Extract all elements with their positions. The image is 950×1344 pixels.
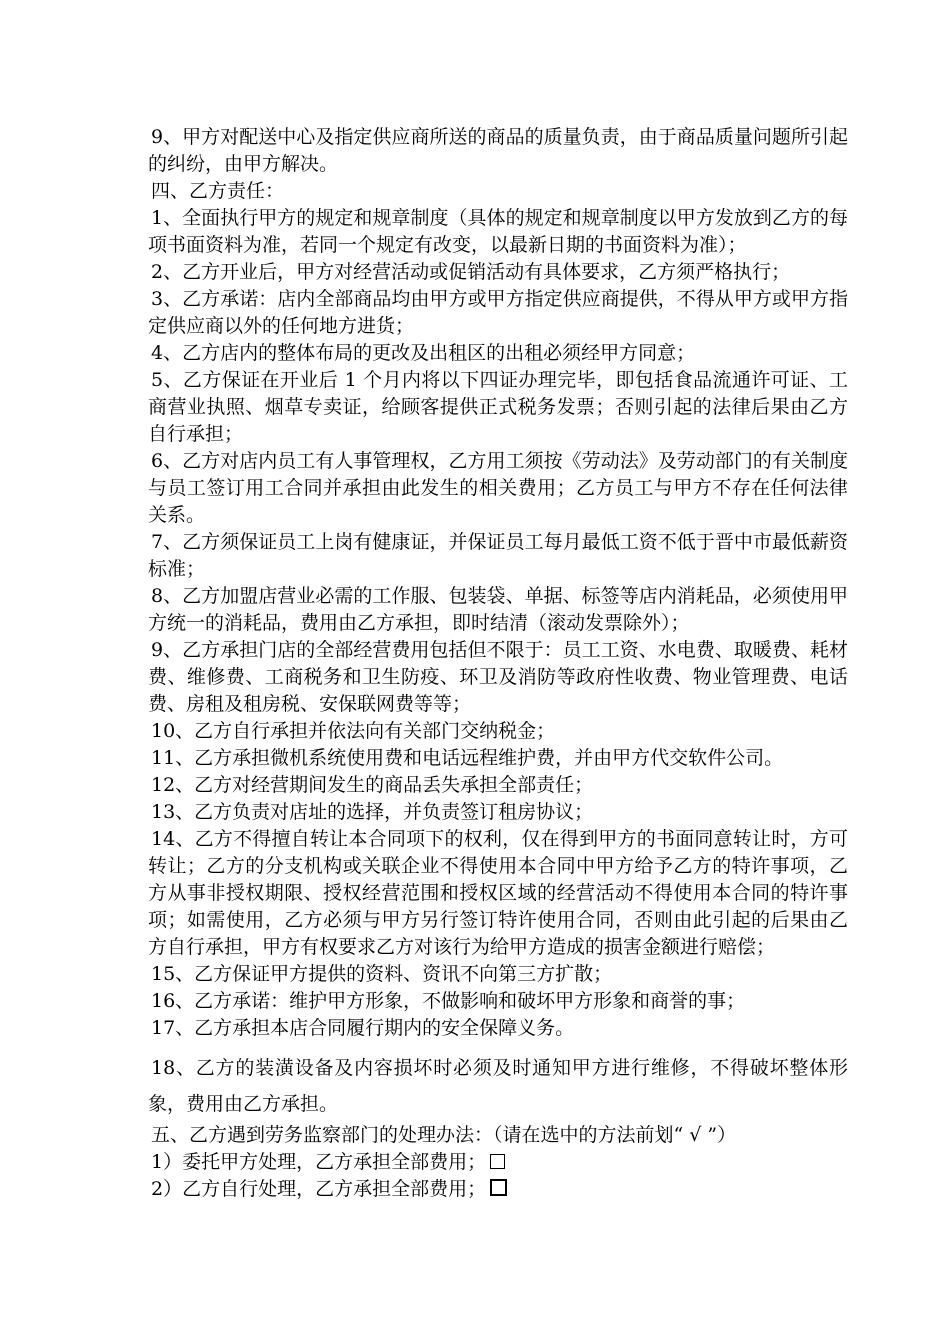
paragraph-quality-responsibility: 9、甲方对配送中心及指定供应商所送的商品的质量负责，由于商品质量问题所引起的纠纷，由甲方解决。 [148, 126, 848, 175]
option-2-label: 2）乙方自行处理，乙方承担全部费用； [151, 1178, 487, 1200]
clause-17: 17、乙方承担本店合同履行期内的安全保障义务。 [151, 1017, 575, 1039]
clause-11: 11、乙方承担微机系统使用费和电话远程维护费，并由甲方代交软件公司。 [151, 747, 784, 769]
clause-7: 7、乙方须保证员工上岗有健康证，并保证员工每月最低工资不低于晋中市最低薪资标准； [148, 531, 848, 580]
option-1-label: 1）委托甲方处理，乙方承担全部费用； [151, 1151, 487, 1173]
option-2-checkbox[interactable] [490, 1179, 507, 1196]
clause-8: 8、乙方加盟店营业必需的工作服、包装袋、单据、标签等店内消耗品，必须使用甲方统一的消耗品，费用由乙方承担，即时结清（滚动发票除外）； [148, 585, 848, 634]
clause-18: 18、乙方的装潢设备及内容损坏时必须及时通知甲方进行维修，不得破坏整体形象，费用由乙方承担。 [148, 1057, 848, 1115]
clause-3: 3、乙方承诺：店内全部商品均由甲方或甲方指定供应商提供，不得从甲方或甲方指定供应商以外的任何地方进货； [148, 288, 848, 337]
clause-2: 2、乙方开业后，甲方对经营活动或促销活动有具体要求，乙方须严格执行； [151, 261, 791, 283]
section-heading-labor-inspection: 五、乙方遇到劳务监察部门的处理办法：（请在选中的方法前划“ √ ”） [151, 1124, 737, 1146]
clause-6: 6、乙方对店内员工有人事管理权，乙方用工须按《劳动法》及劳动部门的有关制度与员工签订用工合同并承担由此发生的相关费用；乙方员工与甲方不存在任何法律关系。 [148, 450, 848, 526]
clause-15: 15、乙方保证甲方提供的资料、资讯不向第三方扩散； [151, 963, 613, 985]
clause-16: 16、乙方承诺：维护甲方形象，不做影响和破坏甲方形象和商誉的事； [151, 990, 746, 1012]
option-1-row [148, 1149, 848, 1176]
option-1-checkbox[interactable] [490, 1154, 505, 1169]
clause-13: 13、乙方负责对店址的选择，并负责签订租房协议； [151, 801, 594, 823]
contract-page [148, 124, 848, 1203]
clause-14: 14、乙方不得擅自转让本合同项下的权利，仅在得到甲方的书面同意转让时，方可转让；乙方的分支机构或关联企业不得使用本合同中甲方给予乙方的特许事项，乙方从事非授权期限、授权经营范围和授权区域的经营活动不得使用本合同的特许事项；如需使用，乙方必须与甲方另行签订特许使用合同，否则由此引起的后果由乙方自行承担，甲方有权要求乙方对该行为给甲方造成的损害金额进行赔偿； [148, 828, 848, 958]
clause-12: 12、乙方对经营期间发生的商品丢失承担全部责任； [151, 774, 594, 796]
clause-4: 4、乙方店内的整体布局的更改及出租区的出租必须经甲方同意； [151, 342, 696, 364]
clause-5: 5、乙方保证在开业后 1 个月内将以下四证办理完毕，即包括食品流通许可证、工商营业执照、烟草专卖证，给顾客提供正式税务发票；否则引起的法律后果由乙方自行承担； [148, 369, 848, 445]
clause-1: 1、全面执行甲方的规定和规章制度（具体的规定和规章制度以甲方发放到乙方的每项书面资料为准，若同一个规定有改变，以最新日期的书面资料为准）； [148, 207, 848, 256]
clause-10: 10、乙方自行承担并依法向有关部门交纳税金； [151, 720, 556, 742]
clause-9: 9、乙方承担门店的全部经营费用包括但不限于：员工工资、水电费、取暖费、耗材费、维修费、工商税务和卫生防疫、环卫及消防等政府性收费、物业管理费、电话费、房租及租房税、安保联网费等等； [148, 639, 848, 715]
option-2-row [148, 1176, 848, 1203]
section-heading-party-b: 四、乙方责任： [151, 180, 285, 202]
